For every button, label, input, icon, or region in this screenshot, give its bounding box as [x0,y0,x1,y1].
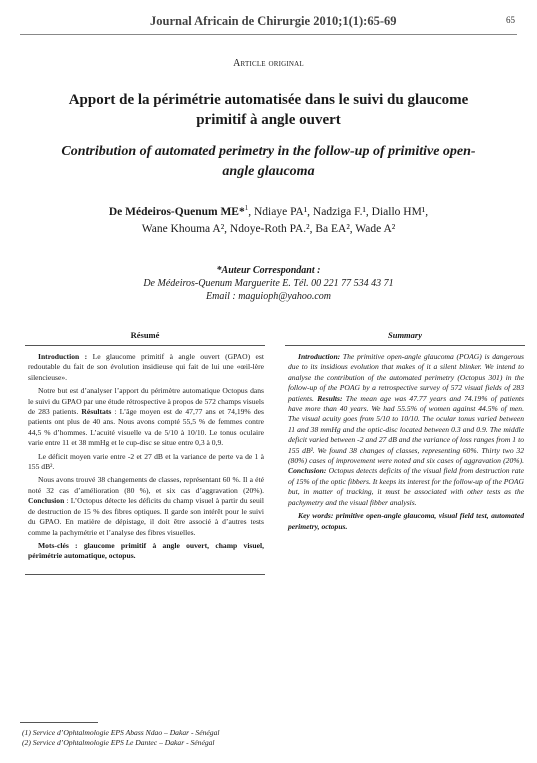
lead-author-affil: 1 [244,204,249,212]
resume-aim-text: Notre but est d’analyser l’apport du périmètre automatique Octopus dans le suivi du GPAO par une étude rétrospective à propos de 572 champs visuels de 283 patients. [28,386,264,417]
resume-rule [25,345,265,346]
resume-paragraph [28,352,264,383]
resume-conclusion-text: : L’Octopus détecte les déficits du champ visuel à partir du seuil de destruction de 15 % des fibres optiques. Il garde son intérêt pour le suivi du GPAO. En matière de dépistage, il doit être associé à d’autres tests comme la pachymétrie et l’analyse des fibres visuelles. [28,496,264,537]
summary-results-label: Results: [317,393,343,403]
resume-results-label: Résultats [81,407,112,417]
summary-conclusion-label: Conclusion: [288,466,327,476]
summary-keywords-text: primitive open-angle glaucoma, visual field test, automated perimetry, octopus. [288,511,524,531]
summary-keywords-label: Key words: [298,511,334,521]
article-type: Article original [233,58,304,69]
correspondence-address: De Médeiros-Quenum Marguerite E. Tél. 00 221 77 534 43 71 [143,278,394,289]
summary-intro-text: The primitive open-angle glaucoma (POAG) is dangerous due to its insidious evolution that makes of it a silent blinker. We intend to analyse the contribution of the automated perimetry (Octopus 301) in the follow-up of the POAG by a retrospective survey of 572 visual fields of 283 patients. [288,352,524,403]
page-number: 65 [506,15,515,25]
authors-rest: , Ndiaye PA¹, Nadziga F.¹, Diallo HM¹, [248,205,429,218]
summary-intro-label: Introduction: [298,352,341,361]
resume-paragraph [28,475,264,537]
summary-rule [285,345,525,346]
lead-author: De Médeiros-Quenum ME* [108,205,245,218]
header-rule [20,34,517,35]
resume-changes-text: Nous avons trouvé 38 changements de classes, représentant 60 %. Il a été noté 32 cas d’amélioration (80 %), et six cas d’aggravation (20%). [28,475,264,495]
correspondence-block [40,264,497,303]
resume-keywords-label: Mots-clés : [38,540,78,550]
title-french: Apport de la périmétrie automatisée dans le suivi du glaucome primitif à angle ouvert [68,92,469,128]
resume-intro-text: Le glaucome primitif à angle ouvert (GPAO) est redoutable du fait de son évolution insidieuse qui fait de lui une «œil-lère silencieuse». [28,352,264,382]
correspondence-label: *Auteur Correspondant : [216,265,321,276]
resume-results-text: : L’âge moyen est de 47,77 ans et 74,19% des patients ont plus de 40 ans. Nous avons compté 55,5 % de femmes contre 44,5 % d’hommes. L’acuité visuelle va de 5/10 à 10/10. Le tonus oculaire varie entre 11 et 38 mmHg et le cup-disc se situe entre 0,3 à 0,9. [28,407,264,448]
resume-column [28,352,264,565]
author-line-1 [70,200,467,221]
resume-conclusion-label: Conclusion [28,496,65,506]
title-english: Contribution of automated perimetry in the follow-up of primitive open-angle glaucoma [61,144,476,179]
resume-paragraph [28,386,264,448]
author-line-2: Wane Khouma A², Ndoye-Roth PA.², Ba EA², Wade A² [141,222,396,235]
resume-heading: Résumé [130,330,160,340]
journal-header: Journal Africain de Chirurgie 2010;1(1):65-69 [150,14,397,28]
correspondence-email: Email : maguioph@yahoo.com [205,291,331,302]
summary-conclusion-text: Octopus detects deficits of the visual field from destruction rate of 15% of the optic fibbers. It keeps its interest for the follow-up of the POAG but, in matter of tracking, it must be associated with other tests as the pachymetry and the visual fibber analysis. [288,466,524,507]
resume-intro-label: Introduction : [38,352,88,361]
summary-column [288,352,524,535]
footnote-1: (1) Service d’Ophtalmologie EPS Abass Ndao – Dakar - Sénégal [22,728,220,737]
resume-bottom-rule [25,574,265,575]
summary-keywords [288,511,524,532]
resume-paragraph: Le déficit moyen varie entre -2 et 27 dB et la variance de perte va de 1 à 155 dB². [28,451,264,472]
resume-keywords-text: glaucome primitif à angle ouvert, champ visuel, périmétrie automatique, octopus. [28,540,264,561]
author-list [70,200,467,238]
summary-heading: Summary [387,330,422,340]
footnote-2: (2) Service d’Ophtalmologie EPS Le Dantec – Dakar - Sénégal [22,738,215,747]
summary-paragraph [288,352,524,508]
resume-keywords [28,541,264,562]
footnote-rule [20,722,98,723]
summary-results-text: The mean age was 47.77 years and 74.19% of patients have more than 40 years. We had 55.5% of women against 44.5% of men. The visual acuity goes from 5/10 to 10/10. The ocular tonus varied between 11 and 38 mmHg and the optic-disc located between 0.3 and 0.9. The middle deficit varied between -2 and 27 dB and the variance of loss ranges from 1 to 155 dB². We found 38 changes of classes, representing 60%. Thirty two 32 (80%) cases of improvement were noted and six cases of aggravation (20%). [288,393,524,466]
